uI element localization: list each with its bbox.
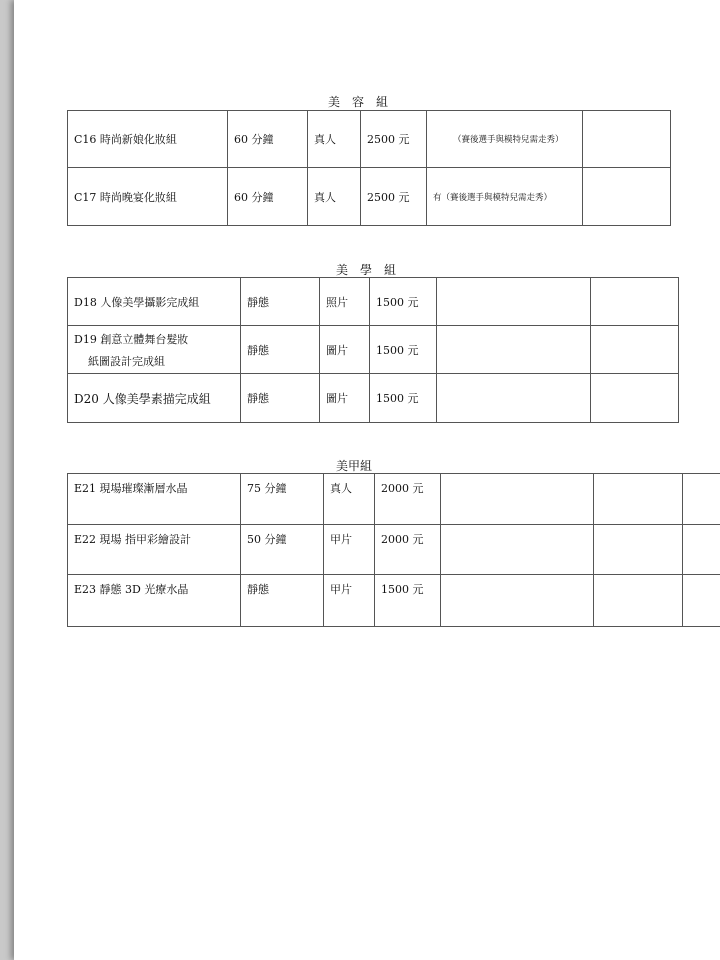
table-row: [68, 474, 720, 525]
item-name: E23 靜態 3D 光療水晶: [68, 575, 241, 627]
item-time: 靜態: [241, 374, 320, 423]
item-type: 真人: [324, 474, 375, 525]
beauty-table: [67, 110, 671, 226]
item-name: C16 時尚新娘化妝組: [68, 111, 228, 168]
item-fee: 1500 元: [370, 278, 437, 326]
table-row: [68, 374, 679, 423]
item-name: E22 現場 指甲彩繪設計: [68, 525, 241, 575]
section-title-beauty: 美 容 組: [328, 95, 389, 109]
item-time: 60 分鐘: [228, 111, 308, 168]
table-row: [68, 575, 720, 627]
item-time: 靜態: [241, 326, 320, 374]
empty-cell: [583, 168, 671, 226]
item-type: 圖片: [320, 326, 370, 374]
item-name-line1: D19 創意立體舞台髮妝: [74, 332, 189, 346]
empty-cell: [591, 326, 679, 374]
empty-cell: [683, 575, 720, 627]
section-title-nails: 美甲組: [336, 459, 373, 473]
document-page: [14, 0, 720, 960]
empty-cell: [437, 326, 591, 374]
item-fee: 1500 元: [370, 326, 437, 374]
item-fee: 1500 元: [370, 374, 437, 423]
table-row: [68, 278, 679, 326]
empty-cell: [437, 278, 591, 326]
item-name: E21 現場璀璨漸層水晶: [68, 474, 241, 525]
table-row: [68, 525, 720, 575]
item-name: D18 人像美學攝影完成組: [68, 278, 241, 326]
empty-cell: [594, 474, 683, 525]
nails-table: [67, 473, 720, 627]
empty-cell: [683, 474, 720, 525]
item-fee: 2000 元: [375, 474, 441, 525]
empty-cell: [583, 111, 671, 168]
item-name: C17 時尚晚宴化妝組: [68, 168, 228, 226]
empty-cell: [441, 575, 594, 627]
item-time: 50 分鐘: [241, 525, 324, 575]
item-fee: 2500 元: [361, 111, 427, 168]
item-fee: 2500 元: [361, 168, 427, 226]
empty-cell: [591, 278, 679, 326]
aesthetics-table: [67, 277, 679, 423]
item-note: 有（賽後選手與模特兒需走秀）: [427, 168, 583, 226]
empty-cell: [441, 525, 594, 575]
item-name-line2: 紙圖設計完成組: [88, 354, 165, 368]
item-type: 圖片: [320, 374, 370, 423]
item-type: 真人: [308, 168, 361, 226]
item-type: 甲片: [324, 525, 375, 575]
item-fee: 2000 元: [375, 525, 441, 575]
table-row: [68, 326, 679, 374]
section-title-aesthetics: 美 學 組: [336, 263, 397, 277]
empty-cell: [594, 525, 683, 575]
item-type: 甲片: [324, 575, 375, 627]
empty-cell: [683, 525, 720, 575]
item-fee: 1500 元: [375, 575, 441, 627]
item-name: D20 人像美學素描完成組: [68, 374, 241, 423]
empty-cell: [437, 374, 591, 423]
item-name: [68, 326, 241, 374]
empty-cell: [591, 374, 679, 423]
empty-cell: [594, 575, 683, 627]
item-type: 真人: [308, 111, 361, 168]
table-row: [68, 168, 671, 226]
item-type: 照片: [320, 278, 370, 326]
item-time: 60 分鐘: [228, 168, 308, 226]
item-time: 靜態: [241, 278, 320, 326]
item-time: 75 分鐘: [241, 474, 324, 525]
empty-cell: [441, 474, 594, 525]
item-time: 靜態: [241, 575, 324, 627]
item-note: （賽後選手與模特兒需走秀）: [427, 111, 583, 168]
table-row: [68, 111, 671, 168]
